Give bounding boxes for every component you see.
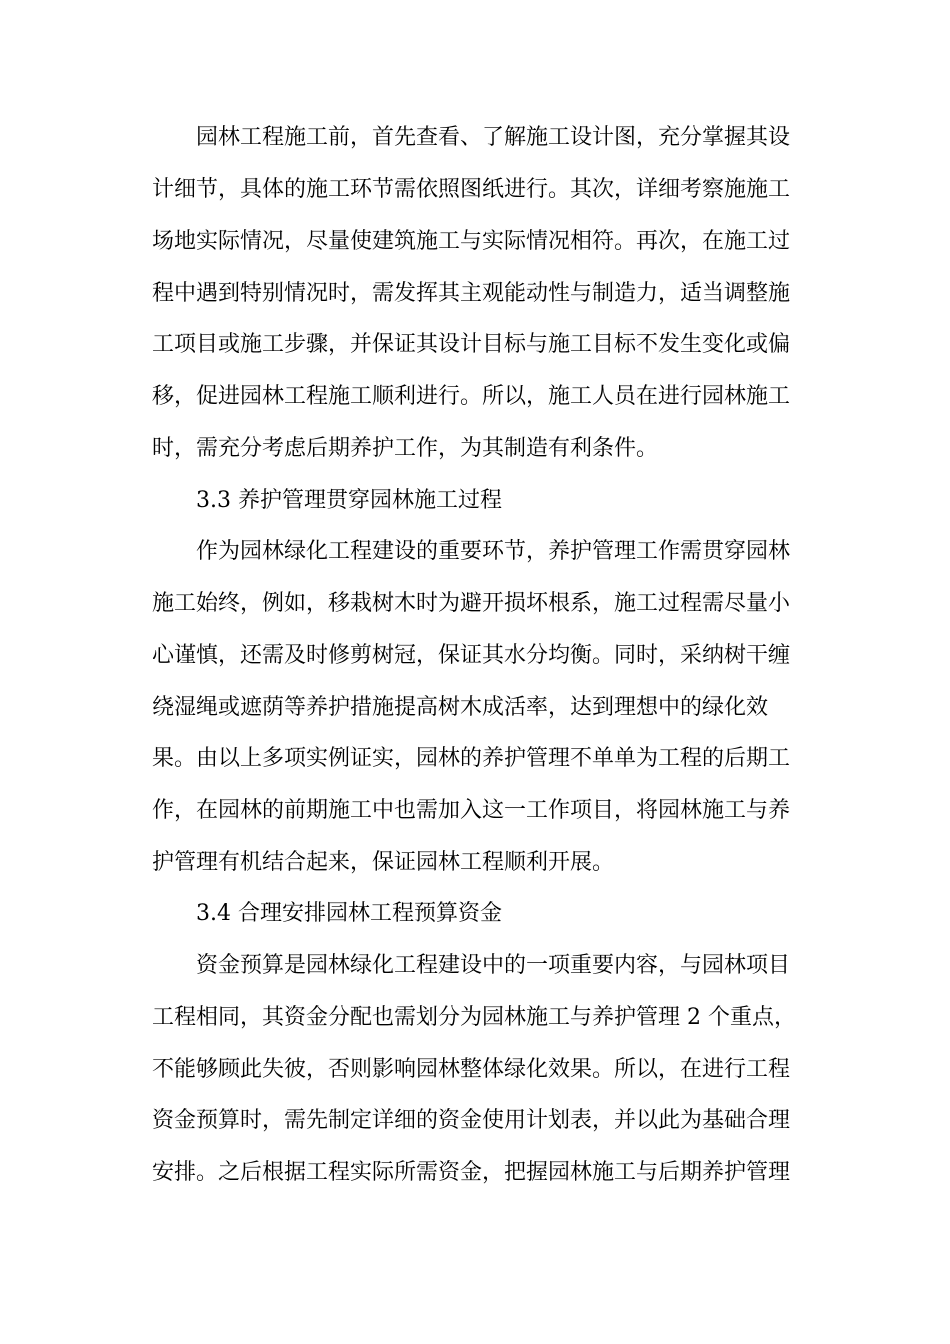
paragraph-2-line-3: 心谨慎，还需及时修剪树冠，保证其水分均衡。同时，采纳树干缠 (152, 643, 791, 668)
paragraph-3-line-1: 资金预算是园林绿化工程建设中的一项重要内容，与园林项目 (196, 953, 791, 978)
paragraph-2-line-1: 作为园林绿化工程建设的重要环节，养护管理工作需贯穿园林 (196, 539, 791, 564)
paragraph-1-line-7: 时，需充分考虑后期养护工作，为其制造有利条件。 (152, 436, 659, 461)
paragraph-1-line-4: 程中遇到特别情况时，需发挥其主观能动性与制造力，适当调整施 (152, 281, 791, 306)
paragraph-1-line-5: 工项目或施工步骤，并保证其设计目标与施工目标不发生变化或偏 (152, 332, 791, 357)
paragraph-1-line-1: 园林工程施工前，首先查看、了解施工设计图，充分掌握其设 (196, 125, 791, 150)
paragraph-3-line-2: 工程相同，其资金分配也需划分为园林施工与养护管理 2 个重点， (152, 1005, 796, 1030)
section-heading-3-4: 3.4 合理安排园林工程预算资金 (196, 901, 502, 926)
paragraph-1-line-3: 场地实际情况，尽量使建筑施工与实际情况相符。再次，在施工过 (152, 229, 791, 254)
paragraph-2-line-4: 绕湿绳或遮荫等养护措施提高树木成活率，达到理想中的绿化效 (152, 695, 769, 720)
paragraph-1-line-2: 计细节，具体的施工环节需依照图纸进行。其次，详细考察施施工 (152, 177, 791, 202)
paragraph-2-line-7: 护管理有机结合起来，保证园林工程顺利开展。 (152, 850, 615, 875)
paragraph-1-line-6: 移，促进园林工程施工顺利进行。所以，施工人员在进行园林施工 (152, 384, 791, 409)
paragraph-3-line-4: 资金预算时，需先制定详细的资金使用计划表，并以此为基础合理 (152, 1108, 791, 1133)
section-heading-3-3: 3.3 养护管理贯穿园林施工过程 (196, 488, 502, 513)
paragraph-2-line-5: 果。由以上多项实例证实，园林的养护管理不单单为工程的后期工 (152, 746, 791, 771)
paragraph-2-line-2: 施工始终，例如，移栽树木时为避开损坏根系，施工过程需尽量小 (152, 591, 791, 616)
paragraph-2-line-6: 作，在园林的前期施工中也需加入这一工作项目，将园林施工与养 (152, 798, 791, 823)
paragraph-3-line-3: 不能够顾此失彼，否则影响园林整体绿化效果。所以，在进行工程 (152, 1057, 791, 1082)
paragraph-3-line-5: 安排。之后根据工程实际所需资金，把握园林施工与后期养护管理 (152, 1160, 791, 1185)
